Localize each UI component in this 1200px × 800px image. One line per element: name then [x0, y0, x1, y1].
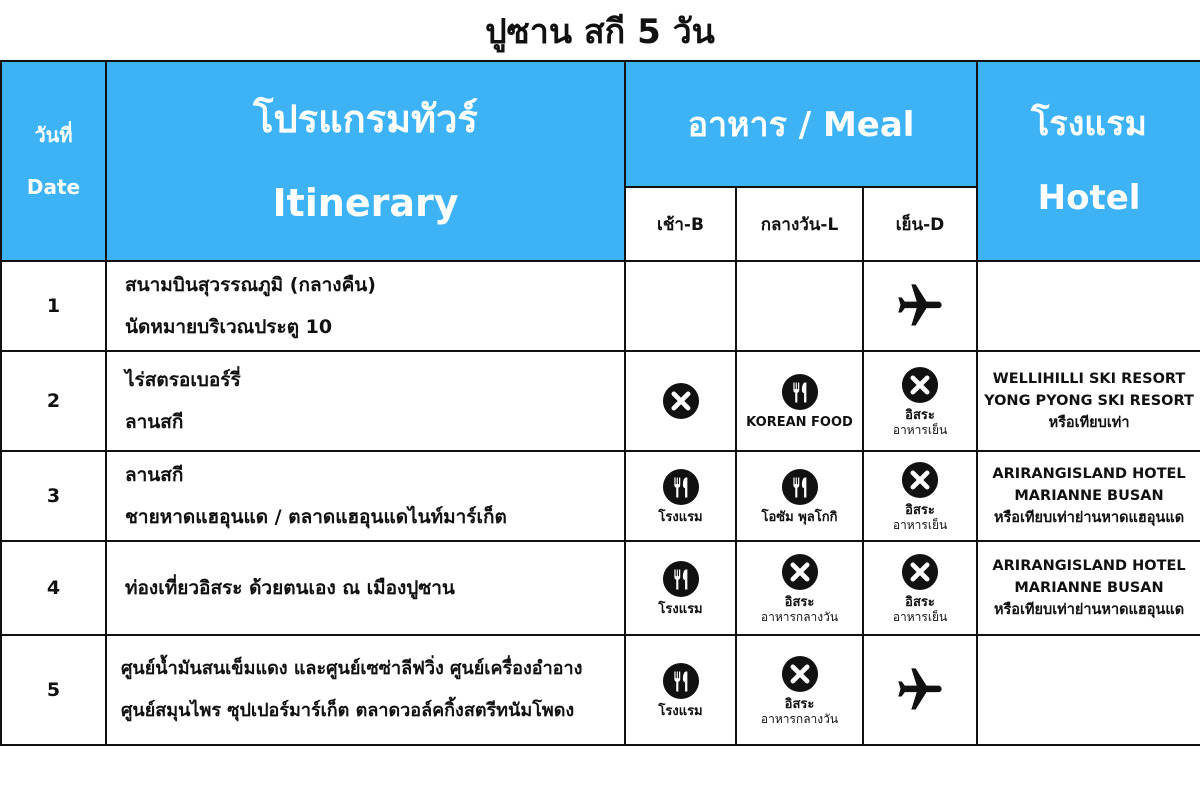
table-row — [1, 541, 1200, 635]
meal-label: โอซัม พุลโกกิ — [761, 509, 838, 525]
header-hotel-th: โรงแรม — [1031, 104, 1147, 144]
header-meal: อาหาร / Meal — [625, 61, 977, 187]
header-hotel-en: Hotel — [1037, 178, 1141, 218]
header-hotel — [977, 61, 1200, 261]
day-number: 2 — [1, 351, 106, 451]
header-breakfast: เช้า-B — [625, 187, 736, 261]
header-program — [106, 61, 625, 261]
meal-breakfast — [625, 635, 736, 745]
header-program-en: Itinerary — [272, 181, 459, 225]
meal-dinner — [863, 351, 977, 451]
program-line: ลานสกี — [125, 464, 184, 486]
program-line: ชายหาดแฮอุนแด / ตลาดแฮอุนแดไนท์มาร์เก็ต — [125, 506, 507, 528]
page-title: ปูซาน สกี 5 วัน — [485, 12, 715, 52]
program-cell — [106, 541, 625, 635]
meal-lunch — [736, 451, 863, 541]
meal-breakfast — [625, 351, 736, 451]
header-date — [1, 61, 106, 261]
meal-label-detail: อาหารเย็น — [892, 517, 948, 532]
day-number: 3 — [1, 451, 106, 541]
header-program-th: โปรแกรมทัวร์ — [253, 97, 478, 141]
meal-lunch — [736, 541, 863, 635]
header-date-en: Date — [26, 175, 81, 199]
meal-lunch — [736, 261, 863, 351]
cross-icon — [864, 461, 976, 499]
hotel-line: MARIANNE BUSAN — [1014, 488, 1164, 504]
fork-knife-icon — [737, 373, 862, 411]
meal-label-detail: อาหารเย็น — [892, 609, 948, 624]
program-line: นัดหมายบริเวณประตู 10 — [125, 316, 333, 338]
cross-icon — [737, 655, 862, 693]
meal-label: อิสระ — [784, 696, 815, 712]
day-number: 5 — [1, 635, 106, 745]
program-line: ไร่สตรอเบอร์รี่ — [125, 369, 241, 391]
program-line: ศูนย์สมุนไพร ซุปเปอร์มาร์เก็ต ตลาดวอล์คกิ้งสตรีทนัมโพดง — [121, 700, 575, 721]
program-line: ท่องเที่ยวอิสระ ด้วยตนเอง ณ เมืองปูซาน — [125, 577, 455, 599]
program-cell — [106, 451, 625, 541]
airplane-icon — [864, 664, 976, 716]
meal-label: อิสระ — [905, 502, 935, 518]
meal-label-detail: อาหารกลางวัน — [760, 711, 839, 726]
fork-knife-icon — [626, 662, 735, 700]
hotel-cell — [977, 635, 1200, 745]
meal-label: โรงแรม — [658, 703, 703, 719]
hotel-line: หรือเทียบเท่าย่านหาดแฮอุนแด — [993, 602, 1185, 618]
table-row — [1, 451, 1200, 541]
hotel-line: WELLIHILLI SKI RESORT — [992, 371, 1186, 387]
meal-label: โรงแรม — [658, 601, 703, 617]
meal-dinner — [863, 541, 977, 635]
itinerary-table — [0, 60, 1200, 746]
header-dinner: เย็น-D — [863, 187, 977, 261]
meal-dinner — [863, 261, 977, 351]
meal-dinner — [863, 635, 977, 745]
meal-breakfast — [625, 261, 736, 351]
table-row — [1, 261, 1200, 351]
meal-lunch — [736, 635, 863, 745]
hotel-line: MARIANNE BUSAN — [1014, 580, 1164, 596]
cross-icon — [737, 553, 862, 591]
day-number: 4 — [1, 541, 106, 635]
header-date-th: วันที่ — [34, 123, 73, 147]
fork-knife-icon — [626, 560, 735, 598]
program-line: สนามบินสุวรรณภูมิ (กลางคืน) — [125, 274, 376, 296]
meal-label: อิสระ — [905, 594, 935, 610]
meal-label: KOREAN FOOD — [746, 414, 853, 430]
program-line: ศูนย์น้ำมันสนเข็มแดง และศูนย์เซซ่าลีฟวิ่ง ศูนย์เครื่องอำอาง — [121, 658, 583, 679]
cross-icon — [864, 553, 976, 591]
meal-label: โรงแรม — [658, 509, 703, 525]
meal-breakfast — [625, 541, 736, 635]
hotel-line: หรือเทียบเท่า — [1048, 415, 1130, 431]
meal-label-detail: อาหารกลางวัน — [760, 609, 839, 624]
program-cell — [106, 635, 625, 745]
meal-lunch — [736, 351, 863, 451]
fork-knife-icon — [737, 468, 862, 506]
meal-label: อิสระ — [905, 407, 935, 423]
cross-icon — [626, 382, 735, 420]
hotel-cell — [977, 541, 1200, 635]
hotel-line: หรือเทียบเท่าย่านหาดแฮอุนแด — [993, 510, 1185, 526]
table-row — [1, 351, 1200, 451]
day-number: 1 — [1, 261, 106, 351]
meal-dinner — [863, 451, 977, 541]
meal-label-detail: อาหารเย็น — [892, 422, 948, 437]
hotel-line: YONG PYONG SKI RESORT — [984, 393, 1194, 409]
program-cell — [106, 351, 625, 451]
header-lunch: กลางวัน-L — [736, 187, 863, 261]
hotel-cell — [977, 261, 1200, 351]
program-line: ลานสกี — [125, 411, 184, 433]
meal-label: อิสระ — [784, 594, 815, 610]
fork-knife-icon — [626, 468, 735, 506]
cross-icon — [864, 366, 976, 404]
airplane-icon — [864, 280, 976, 332]
table-row — [1, 635, 1200, 745]
meal-breakfast — [625, 451, 736, 541]
hotel-line: ARIRANGISLAND HOTEL — [992, 466, 1186, 482]
program-cell — [106, 261, 625, 351]
hotel-cell — [977, 351, 1200, 451]
hotel-line: ARIRANGISLAND HOTEL — [992, 558, 1186, 574]
hotel-cell — [977, 451, 1200, 541]
